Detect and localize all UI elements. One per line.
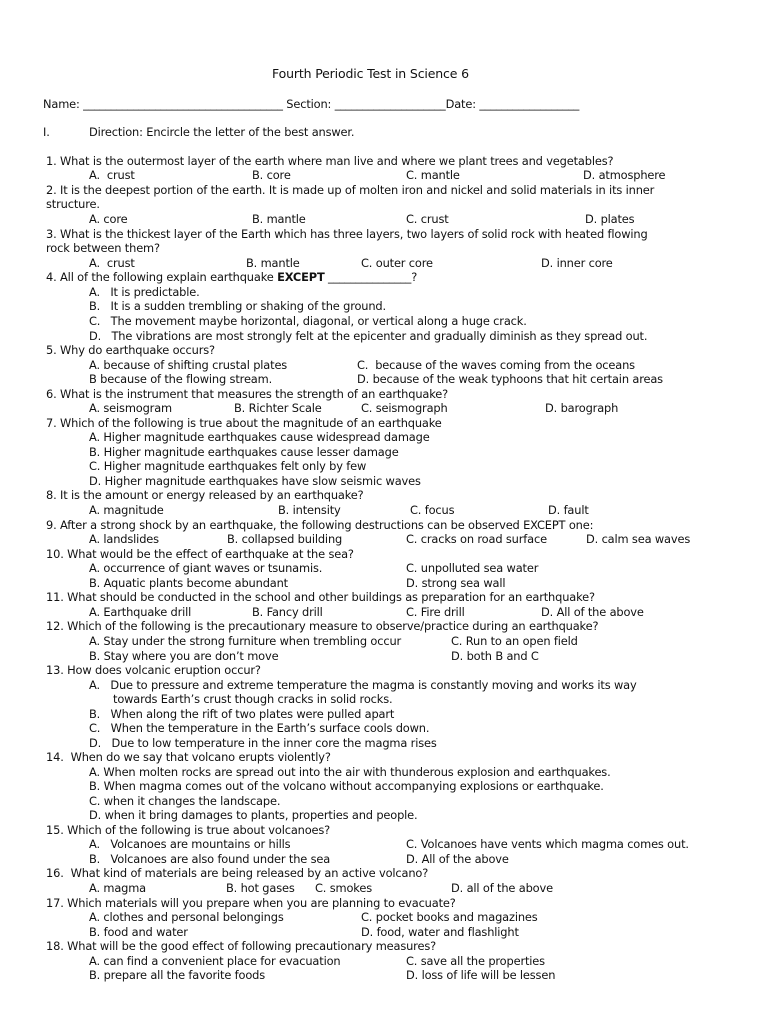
q14-choice-b: B. When magma comes out of the volcano without accompanying explosions or earthquake. (89, 779, 604, 793)
question-7: 7. Which of the following is true about the magnitude of an earthquake (46, 416, 442, 430)
question-17: 17. Which materials will you prepare when you are planning to evacuate? (46, 896, 456, 910)
q15-choice-d: D. All of the above (406, 852, 509, 866)
q18-choice-b: B. prepare all the favorite foods (89, 968, 266, 982)
question-13: 13. How does volcanic eruption occur? (46, 663, 261, 677)
q14-choice-d: D. when it bring damages to plants, properties and people. (89, 808, 418, 822)
question-18: 18. What will be the good effect of following precautionary measures? (46, 939, 437, 953)
q6-choice-c: C. seismograph (361, 401, 448, 415)
q11-choice-d: D. All of the above (541, 605, 644, 619)
q4-choice-c: C. The movement maybe horizontal, diagonal, or vertical along a huge crack. (89, 314, 527, 328)
q1-choice-d: D. atmosphere (583, 168, 666, 182)
q13-choice-a-cont: towards Earth’s crust though cracks in solid rocks. (113, 692, 393, 706)
page-title: Fourth Periodic Test in Science 6 (272, 66, 469, 81)
question-3-cont: rock between them? (46, 241, 160, 255)
q17-choice-b: B. food and water (89, 925, 188, 939)
question-11: 11. What should be conducted in the school and other buildings as preparation for an earthquake? (46, 590, 595, 604)
q15-choice-b: B. Volcanoes are also found under the sea (89, 852, 331, 866)
q2-choice-c: C. crust (406, 212, 449, 226)
q1-choice-c: C. mantle (406, 168, 460, 182)
q15-choice-c: C. Volcanoes have vents which magma comes out. (406, 837, 689, 851)
q6-choice-d: D. barograph (545, 401, 619, 415)
q2-choice-d: D. plates (585, 212, 635, 226)
q1-choice-b: B. core (252, 168, 291, 182)
q12-choice-a: A. Stay under the strong furniture when trembling occur (89, 634, 402, 648)
q17-choice-d: D. food, water and flashlight (361, 925, 519, 939)
q8-choice-a: A. magnitude (89, 503, 164, 517)
q12-choice-d: D. both B and C (451, 649, 539, 663)
q13-choice-a: A. Due to pressure and extreme temperature the magma is constantly moving and works its way (89, 678, 637, 692)
q18-choice-a: A. can find a convenient place for evacuation (89, 954, 341, 968)
q6-choice-a: A. seismogram (89, 401, 172, 415)
q3-choice-d: D. inner core (541, 256, 613, 270)
q9-choice-b: B. collapsed building (227, 532, 343, 546)
q3-choice-a: A. crust (89, 256, 135, 270)
q5-choice-c: C. because of the waves coming from the oceans (357, 358, 635, 372)
q12-choice-b: B. Stay where you are don’t move (89, 649, 279, 663)
q16-choice-d: D. all of the above (451, 881, 553, 895)
q11-choice-a: A. Earthquake drill (89, 605, 192, 619)
q2-choice-b: B. mantle (252, 212, 306, 226)
q10-choice-c: C. unpolluted sea water (406, 561, 539, 575)
question-3: 3. What is the thickest layer of the Earth which has three layers, two layers of solid rock with heated flowing (46, 227, 648, 241)
q3-choice-c: C. outer core (361, 256, 433, 270)
question-6: 6. What is the instrument that measures the strength of an earthquake? (46, 387, 449, 401)
q4-choice-a: A. It is predictable. (89, 285, 200, 299)
q7-choice-d: D. Higher magnitude earthquakes have slow seismic waves (89, 474, 421, 488)
q16-choice-b: B. hot gases (226, 881, 295, 895)
q16-choice-c: C. smokes (315, 881, 372, 895)
q7-choice-c: C. Higher magnitude earthquakes felt only by few (89, 459, 367, 473)
q14-choice-c: C. when it changes the landscape. (89, 794, 281, 808)
q4-choice-d: D. The vibrations are most strongly felt at the epicenter and gradually diminish as they spread out. (89, 329, 648, 343)
q2-choice-a: A. core (89, 212, 128, 226)
q11-choice-c: C. Fire drill (406, 605, 465, 619)
question-14: 14. When do we say that volcano erupts violently? (46, 750, 331, 764)
q14-choice-a: A. When molten rocks are spread out into the air with thunderous explosion and earthquakes. (89, 765, 611, 779)
q5-choice-d: D. because of the weak typhoons that hit certain areas (357, 372, 663, 386)
q18-choice-c: C. save all the properties (406, 954, 545, 968)
q3-choice-b: B. mantle (246, 256, 300, 270)
q9-choice-a: A. landslides (89, 532, 159, 546)
question-15: 15. Which of the following is true about volcanoes? (46, 823, 331, 837)
q17-choice-c: C. pocket books and magazines (361, 910, 538, 924)
question-16: 16. What kind of materials are being released by an active volcano? (46, 866, 429, 880)
question-2-cont: structure. (46, 197, 100, 211)
question-8: 8. It is the amount or energy released by an earthquake? (46, 488, 364, 502)
q13-choice-c: C. When the temperature in the Earth’s surface cools down. (89, 721, 430, 735)
q6-choice-b: B. Richter Scale (234, 401, 322, 415)
direction-roman-numeral: I. (43, 125, 50, 139)
q10-choice-b: B. Aquatic plants become abundant (89, 576, 288, 590)
q7-choice-a: A. Higher magnitude earthquakes cause widespread damage (89, 430, 430, 444)
q8-choice-d: D. fault (548, 503, 589, 517)
q13-choice-d: D. Due to low temperature in the inner core the magma rises (89, 736, 437, 750)
q7-choice-b: B. Higher magnitude earthquakes cause lesser damage (89, 445, 399, 459)
q18-choice-d: D. loss of life will be lessen (406, 968, 556, 982)
q5-choice-a: A. because of shifting crustal plates (89, 358, 288, 372)
q13-choice-b: B. When along the rift of two plates were pulled apart (89, 707, 395, 721)
q5-choice-b: B because of the flowing stream. (89, 372, 273, 386)
except-emphasis: EXCEPT (277, 270, 325, 284)
direction-text: Direction: Encircle the letter of the best answer. (89, 125, 355, 139)
question-1: 1. What is the outermost layer of the earth where man live and where we plant trees and vegetables? (46, 154, 614, 168)
q10-choice-d: D. strong sea wall (406, 576, 506, 590)
question-9: 9. After a strong shock by an earthquake, the following destructions can be observed EXCEPT one: (46, 518, 594, 532)
q9-choice-d: D. calm sea waves (586, 532, 691, 546)
q17-choice-a: A. clothes and personal belongings (89, 910, 284, 924)
question-4: 4. All of the following explain earthquake EXCEPT _______________? (46, 270, 418, 284)
question-10: 10. What would be the effect of earthquake at the sea? (46, 547, 354, 561)
q1-choice-a: A. crust (89, 168, 135, 182)
question-2: 2. It is the deepest portion of the earth. It is made up of molten iron and nickel and solid materials in its inner (46, 183, 655, 197)
q4-choice-b: B. It is a sudden trembling or shaking of the ground. (89, 299, 386, 313)
q9-choice-c: C. cracks on road surface (406, 532, 547, 546)
q12-choice-c: C. Run to an open field (451, 634, 578, 648)
q16-choice-a: A. magma (89, 881, 147, 895)
q11-choice-b: B. Fancy drill (252, 605, 323, 619)
question-12: 12. Which of the following is the precautionary measure to observe/practice during an earthquake? (46, 619, 599, 633)
q15-choice-a: A. Volcanoes are mountains or hills (89, 837, 291, 851)
question-5: 5. Why do earthquake occurs? (46, 343, 215, 357)
name-section-date-line: Name: ____________________________________ Section: ____________________Date: __________________ (43, 97, 580, 111)
q8-choice-c: C. focus (410, 503, 455, 517)
q8-choice-b: B. intensity (278, 503, 341, 517)
q10-choice-a: A. occurrence of giant waves or tsunamis. (89, 561, 323, 575)
